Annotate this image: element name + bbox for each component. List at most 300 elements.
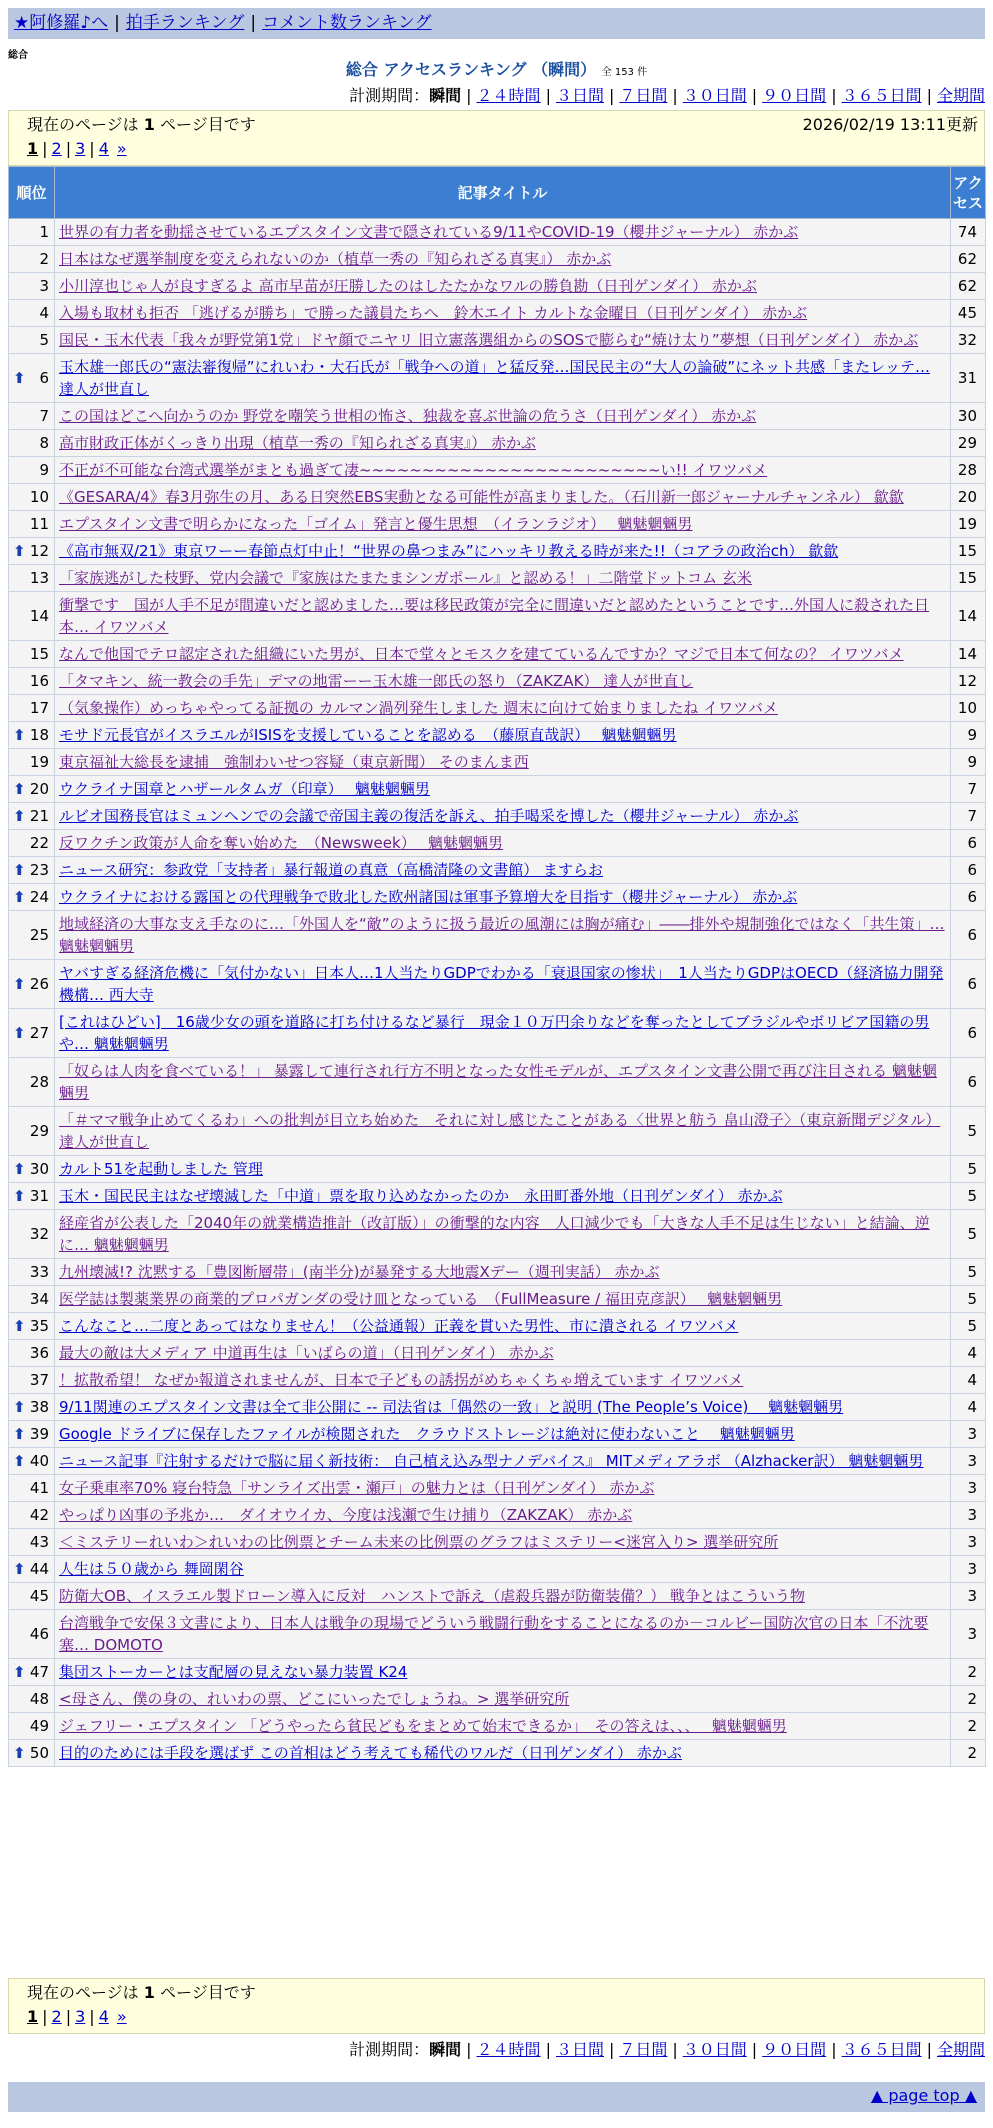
ranking-row [9, 565, 986, 592]
article-title-link[interactable]: こんなこと…二度とあってはなりません！（公益通報）正義を貫いた男性、市に潰される イワツバメ [59, 1317, 739, 1335]
access-count: 5 [951, 1107, 986, 1156]
rank-number: 32 [29, 1225, 49, 1243]
rank-number: 6 [39, 369, 49, 387]
article-title-link[interactable]: 目的のためには手段を選ばず この首相はどう考えても稀代のワルだ（日刊ゲンダイ） 赤かぶ [59, 1744, 682, 1762]
title-cell [55, 830, 951, 857]
article-title-link[interactable]: 《GESARA/4》春3月弥生の月、ある日突然EBS実動となる可能性が高まりました。（石川新一郎ジャーナルチャンネル） 歙歙 [59, 488, 904, 506]
ranking-row [9, 776, 986, 803]
title-cell [55, 1313, 951, 1340]
rank-number: 30 [29, 1160, 49, 1178]
ranking-row [9, 1740, 986, 1767]
article-title-link[interactable]: 医学誌は製薬業界の商業的プロパガンダの受け皿となっている （FullMeasure / 福田克彦訳） 魑魅魍魎男 [59, 1290, 783, 1308]
rank-number: 28 [29, 1073, 49, 1091]
nav-comment-ranking-link[interactable]: コメント数ランキング [262, 13, 432, 33]
article-title-link[interactable]: （気象操作）めっちゃやってる証拠の カルマン渦列発生しました 週末に向けて始まりましたね イワツバメ [59, 699, 778, 717]
period-option-link[interactable]: 全期間 [936, 86, 985, 105]
period-option-link[interactable]: ９０日間 [762, 2040, 827, 2059]
period-separator: | [466, 2040, 472, 2059]
rank-cell [9, 592, 55, 641]
article-title-link[interactable]: モサド元長官がイスラエルがISISを支援していることを認める （藤原直哉訳） 魑魅魍魎男 [59, 726, 677, 744]
article-title-link[interactable]: 入場も取材も拒否 「逃げるが勝ち」で勝った議員たちへ 鈴木エイト カルトな金曜日（日刊ゲンダイ） 赤かぶ [59, 304, 808, 322]
access-count: 74 [951, 219, 986, 246]
period-separator: | [751, 86, 758, 105]
ranking-row [9, 327, 986, 354]
article-title-link[interactable]: 世界の有力者を動揺させているエプスタイン文書で隠されている9/11やCOVID-19（櫻井ジャーナル） 赤かぶ [59, 223, 799, 241]
rank-cell [9, 403, 55, 430]
access-count: 3 [951, 1529, 986, 1556]
ranking-row [9, 1659, 986, 1686]
period-current: 瞬間 [429, 86, 462, 105]
article-title-link[interactable]: 小川淳也じゃ人が良すぎるよ 高市早苗が圧勝したのはしたたかなワルの勝負勘（日刊ゲンダイ） 赤かぶ [59, 277, 757, 295]
article-title-link[interactable]: 日本はなぜ選挙制度を変えられないのか（植草一秀の『知られざる真実』） 赤かぶ [59, 250, 612, 268]
period-current: 瞬間 [429, 2040, 462, 2059]
rank-cell [9, 1556, 55, 1583]
rank-number: 18 [29, 726, 49, 744]
ranking-row [9, 722, 986, 749]
pagination-page-link[interactable]: 3 [75, 2007, 86, 2026]
period-option-link[interactable]: ２４時間 [476, 2040, 541, 2059]
access-count: 14 [951, 641, 986, 668]
access-count: 3 [951, 1502, 986, 1529]
access-count: 4 [951, 1394, 986, 1421]
ranking-row [9, 668, 986, 695]
rank-cell [9, 1529, 55, 1556]
period-option-link[interactable]: ３０日間 [682, 86, 747, 105]
rank-up-arrow-icon: ⬆ [13, 1317, 26, 1335]
access-count: 31 [951, 354, 986, 403]
rank-cell [9, 1183, 55, 1210]
rank-number: 16 [29, 672, 49, 690]
access-count: 2 [951, 1740, 986, 1767]
page-info-prefix: 現在のページは [27, 115, 144, 134]
access-count: 5 [951, 1259, 986, 1286]
article-title-link[interactable]: 衝撃です 国が人手不足が間違いだと認めました…要は移民政策が完全に間違いだと認めたということです…外国人に殺された日本… イワツバメ [59, 596, 930, 636]
rank-number: 34 [29, 1290, 49, 1308]
pagination-separator: | [42, 2007, 48, 2026]
ranking-row [9, 511, 986, 538]
rank-cell [9, 1448, 55, 1475]
rank-cell [9, 457, 55, 484]
rank-cell [9, 1058, 55, 1107]
nav-applause-ranking-link[interactable]: 拍手ランキング [125, 13, 245, 33]
rank-cell [9, 1107, 55, 1156]
rank-cell [9, 1156, 55, 1183]
article-title-link[interactable]: やっぱり凶事の予兆か… ダイオウイカ、今度は浅瀬で生け捕り（ZAKZAK） 赤かぶ [59, 1506, 633, 1524]
page-info-box-top [8, 110, 985, 166]
period-selector-top [349, 86, 985, 106]
title-cell [55, 430, 951, 457]
pagination-separator: | [42, 139, 48, 158]
rank-number: 48 [29, 1690, 49, 1708]
title-cell [55, 803, 951, 830]
rank-number: 17 [29, 699, 49, 717]
period-option-link[interactable]: ７日間 [619, 2040, 668, 2059]
ranking-row [9, 592, 986, 641]
access-count: 62 [951, 273, 986, 300]
title-cell [55, 1421, 951, 1448]
section-label: 総合 [8, 50, 28, 61]
rank-up-arrow-icon: ⬆ [13, 1024, 26, 1042]
rank-cell [9, 1740, 55, 1767]
title-cell [55, 960, 951, 1009]
ranking-row [9, 1107, 986, 1156]
article-title-link[interactable]: Google ドライブに保存したファイルが検閲された クラウドストレージは絶対に使わないこと 魑魅魍魎男 [59, 1425, 795, 1443]
title-cell [55, 1340, 951, 1367]
rank-cell [9, 803, 55, 830]
rank-cell [9, 565, 55, 592]
rank-up-arrow-icon: ⬆ [13, 975, 26, 993]
period-separator: | [831, 2040, 837, 2059]
article-title-link[interactable]: ウクライナにおける露国との代理戦争で敗北した欧州諸国は軍事予算増大を目指す（櫻井ジャーナル） 赤かぶ [59, 888, 798, 906]
rank-number: 24 [29, 888, 49, 906]
rank-cell [9, 1686, 55, 1713]
rank-up-arrow-icon: ⬆ [13, 888, 26, 906]
period-separator: | [672, 86, 678, 105]
rank-number: 50 [29, 1744, 49, 1762]
rank-number: 5 [39, 331, 49, 349]
pagination-page-link[interactable]: 4 [98, 139, 109, 158]
rank-cell [9, 538, 55, 565]
period-option-link[interactable]: ３６５日間 [841, 86, 922, 105]
rank-up-arrow-icon: ⬆ [13, 1160, 26, 1178]
updated-timestamp: 2026/02/19 13:11更新 [802, 115, 978, 134]
period-option-link[interactable]: ７日間 [619, 86, 668, 105]
nav-asyura-home-link[interactable]: ★阿修羅♪へ [14, 13, 109, 33]
title-cell [55, 1448, 951, 1475]
period-option-link[interactable]: ３６５日間 [841, 2040, 922, 2059]
article-title-link[interactable]: 「家族逃がした枝野、党内会議で『家族はたまたまシンガポール』と認める！」二階堂ドットコム 玄米 [59, 569, 752, 587]
rank-number: 19 [29, 753, 49, 771]
rank-number: 20 [29, 780, 49, 798]
title-cell [55, 1659, 951, 1686]
access-count: 2 [951, 1686, 986, 1713]
ranking-row [9, 1340, 986, 1367]
period-label: 計測期間： [349, 86, 430, 105]
access-count: 9 [951, 722, 986, 749]
rank-cell [9, 668, 55, 695]
access-count: 6 [951, 911, 986, 960]
pagination-page-link[interactable]: 2 [51, 2007, 62, 2026]
title-cell [55, 1502, 951, 1529]
page-info-box-bottom [8, 1978, 985, 2034]
title-cell [55, 722, 951, 749]
ranking-row [9, 911, 986, 960]
access-count: 3 [951, 1475, 986, 1502]
article-title-link[interactable]: 女子乗車率70% 寝台特急「サンライズ出雲・瀬戸」の魅力とは（日刊ゲンダイ） 赤かぶ [59, 1479, 655, 1497]
rank-cell [9, 1502, 55, 1529]
article-title-link[interactable]: 国民・玉木代表「我々が野党第1党」ドヤ顔でニヤリ 旧立憲落選組からのSOSで膨らむ“焼け太り”夢想（日刊ゲンダイ） 赤かぶ [59, 331, 919, 349]
title-cell [55, 884, 951, 911]
rank-cell [9, 911, 55, 960]
rank-cell [9, 749, 55, 776]
ranking-title: 総合 アクセスランキング （瞬間） [345, 60, 597, 79]
rank-up-arrow-icon: ⬆ [13, 369, 26, 387]
article-title-link[interactable]: 《高市無双/21》東京ワーー春節点灯中止！“世界の鼻つまみ”にハッキリ教える時が来た!!（コアラの政治ch） 歙歙 [59, 542, 839, 560]
article-title-link[interactable]: ニュース記事『注射するだけで脳に届く新技術： 自己植え込み型ナノデバイス』 MITメディアラボ （Alzhacker訳） 魑魅魍魎男 [59, 1452, 924, 1470]
title-cell [55, 1259, 951, 1286]
rank-cell [9, 1313, 55, 1340]
rank-cell [9, 1259, 55, 1286]
rank-number: 8 [39, 434, 49, 452]
pagination-separator [109, 2007, 117, 2026]
access-count: 30 [951, 403, 986, 430]
pagination-page-link[interactable]: 4 [98, 2007, 109, 2026]
rank-number: 2 [39, 250, 49, 268]
title-cell [55, 511, 951, 538]
article-title-link[interactable]: ニュース研究：参政党「支持者」暴行報道の真意（高橋清隆の文書館） ますらお [59, 861, 604, 879]
pagination-next-link[interactable]: » [116, 139, 127, 158]
rank-cell [9, 219, 55, 246]
rank-number: 33 [29, 1263, 49, 1281]
rank-cell [9, 484, 55, 511]
article-title-link[interactable]: 「奴らは人肉を食べている！」 暴露して連行され行方不明となった女性モデルが、エプスタイン文書公開で再び注目される 魑魅魍魎男 [59, 1062, 937, 1102]
rank-cell [9, 722, 55, 749]
period-option-link[interactable]: 全期間 [936, 2040, 985, 2059]
title-cell [55, 273, 951, 300]
title-cell [55, 1183, 951, 1210]
rank-number: 37 [29, 1371, 49, 1389]
pagination-page-link[interactable]: 2 [51, 139, 62, 158]
ranking-row [9, 641, 986, 668]
header-rank: 順位 [9, 167, 55, 219]
article-title-link[interactable]: ルビオ国務長官はミュンヘンでの会議で帝国主義の復活を訴え、拍手喝采を博した（櫻井ジャーナル） 赤かぶ [59, 807, 799, 825]
access-count: 4 [951, 1340, 986, 1367]
rank-cell [9, 776, 55, 803]
ranking-row [9, 430, 986, 457]
rank-number: 25 [29, 926, 49, 944]
rank-number: 38 [29, 1398, 49, 1416]
rank-up-arrow-icon: ⬆ [13, 807, 26, 825]
header-title: 記事タイトル [55, 167, 951, 219]
pagination-separator: | [89, 139, 95, 158]
period-selector-bottom [349, 2040, 985, 2060]
article-title-link[interactable]: なんで他国でテロ認定された組織にいた男が、日本で堂々とモスクを建てているんですか？マジで日本て何なの？ イワツバメ [59, 645, 904, 663]
ranking-row [9, 830, 986, 857]
article-title-link[interactable]: 東京福祉大総長を逮捕 強制わいせつ容疑（東京新聞） そのまんま西 [59, 753, 529, 771]
access-count: 15 [951, 565, 986, 592]
article-title-link[interactable]: 高市財政正体がくっきり出現（植草一秀の『知られざる真実』） 赤かぶ [59, 434, 536, 452]
ranking-row [9, 960, 986, 1009]
access-count: 2 [951, 1659, 986, 1686]
title-cell [55, 354, 951, 403]
rank-number: 3 [39, 277, 49, 295]
access-count: 6 [951, 1058, 986, 1107]
ranking-row [9, 1313, 986, 1340]
ranking-row [9, 1009, 986, 1058]
title-cell [55, 857, 951, 884]
article-title-link[interactable]: 最大の敵は大メディア 中道再生は「いばらの道」（日刊ゲンダイ） 赤かぶ [59, 1344, 554, 1362]
rank-number: 41 [29, 1479, 49, 1497]
rank-cell [9, 273, 55, 300]
title-cell [55, 1107, 951, 1156]
title-cell [55, 457, 951, 484]
period-separator: | [466, 86, 472, 105]
ranking-row [9, 219, 986, 246]
rank-number: 11 [29, 515, 49, 533]
rank-number: 29 [29, 1122, 49, 1140]
page-info-current: 1 [143, 1983, 155, 2002]
article-title-link[interactable]: この国はどこへ向かうのか 野党を嘲笑う世相の怖さ、独裁を喜ぶ世論の危うさ（日刊ゲンダイ） 赤かぶ [59, 407, 757, 425]
access-count: 3 [951, 1448, 986, 1475]
pagination-separator: | [65, 2007, 72, 2026]
pagination-top [27, 137, 966, 161]
pagination-bottom [27, 2005, 966, 2029]
pagination-page-link[interactable]: 3 [75, 139, 86, 158]
rank-number: 43 [29, 1533, 49, 1551]
ranking-row [9, 1686, 986, 1713]
access-count: 20 [951, 484, 986, 511]
rank-cell [9, 300, 55, 327]
rank-number: 46 [29, 1625, 49, 1643]
period-option-link[interactable]: ３０日間 [682, 2040, 747, 2059]
ranking-row [9, 538, 986, 565]
rank-up-arrow-icon: ⬆ [13, 861, 26, 879]
ranking-row [9, 803, 986, 830]
article-title-link[interactable]: 「タマキン、統一教会の手先」デマの地雷ーー玉木雄一郎氏の怒り（ZAKZAK） 達人が世直し [59, 672, 694, 690]
rank-number: 7 [39, 407, 49, 425]
period-separator: | [751, 2040, 758, 2059]
ranking-row [9, 1286, 986, 1313]
access-count: 7 [951, 803, 986, 830]
title-cell [55, 641, 951, 668]
total-count: 全 153 件 [601, 67, 648, 78]
rank-number: 40 [29, 1452, 49, 1470]
pagination-next-link[interactable]: » [116, 2007, 127, 2026]
title-cell [55, 1740, 951, 1767]
rank-number: 31 [29, 1187, 49, 1205]
ranking-row [9, 403, 986, 430]
ranking-row [9, 1183, 986, 1210]
article-title-link[interactable]: 人生は５０歳から 舞岡閑谷 [59, 1560, 244, 1578]
access-count: 7 [951, 776, 986, 803]
access-count: 3 [951, 1556, 986, 1583]
rank-cell [9, 1421, 55, 1448]
ranking-row [9, 1421, 986, 1448]
rank-number: 42 [29, 1506, 49, 1524]
rank-up-arrow-icon: ⬆ [13, 780, 26, 798]
ranking-row [9, 1713, 986, 1740]
period-separator: | [608, 2040, 615, 2059]
access-count: 14 [951, 592, 986, 641]
article-title-link[interactable]: [これはひどい] 16歳少女の頭を道路に打ち付けるなど暴行 現金１０万円余りなどを奪ったとしてブラジルやボリビア国籍の男や… 魑魅魍魎男 [59, 1013, 930, 1053]
rank-up-arrow-icon: ⬆ [13, 1398, 26, 1416]
access-count: 6 [951, 830, 986, 857]
ranking-row [9, 1502, 986, 1529]
rank-cell [9, 1475, 55, 1502]
rank-cell [9, 1340, 55, 1367]
header-access: アクセス [951, 167, 986, 219]
title-cell [55, 776, 951, 803]
article-title-link[interactable]: カルト51を起動しました 管理 [59, 1160, 263, 1178]
ranking-row [9, 354, 986, 403]
article-title-link[interactable]: 経産省が公表した「2040年の就業構造推計（改訂版）」の衝撃的な内容 人口減少でも「大きな人手不足は生じない」と結論、逆に… 魑魅魍魎男 [59, 1214, 930, 1254]
article-title-link[interactable]: ＜ミステリーれいわ＞れいわの比例票とチーム未来の比例票のグラフはミステリー<迷宮入り> 選挙研究所 [59, 1533, 779, 1551]
title-cell [55, 327, 951, 354]
title-cell [55, 668, 951, 695]
page-top-link[interactable]: ▲ page top ▲ [870, 2086, 977, 2105]
access-count: 6 [951, 960, 986, 1009]
ranking-row [9, 1394, 986, 1421]
access-count: 5 [951, 1183, 986, 1210]
rank-cell [9, 1659, 55, 1686]
article-title-link[interactable]: 玉木雄一郎氏の“憲法審復帰”にれいわ・大石氏が「戦争への道」と猛反発…国民民主の“大人の論破”にネット共感「またレッテ… 達人が世直し [59, 358, 930, 398]
period-separator: | [545, 2040, 551, 2059]
pagination-current-page: 1 [27, 2007, 39, 2026]
rank-number: 14 [29, 607, 49, 625]
period-option-link[interactable]: ９０日間 [762, 86, 827, 105]
top-navigation: ★阿修羅♪へ | 拍手ランキング | コメント数ランキング [8, 8, 985, 39]
rank-cell [9, 1286, 55, 1313]
rank-up-arrow-icon: ⬆ [13, 542, 26, 560]
title-cell [55, 565, 951, 592]
rank-cell [9, 1713, 55, 1740]
ranking-row [9, 1610, 986, 1659]
title-cell [55, 911, 951, 960]
title-cell [55, 1556, 951, 1583]
article-title-link[interactable]: 防衛大OB、イスラエル製ドローン導入に反対 ハンストで訴え（虐殺兵器が防衛装備？） 戦争とはこういう物 [59, 1587, 805, 1605]
article-title-link[interactable]: 9/11関連のエプスタイン文書は全て非公開に -- 司法省は「偶然の一致」と説明 (The People’s Voice) 魑魅魍魎男 [59, 1398, 844, 1416]
article-title-link[interactable]: ウクライナ国章とハザールタムガ（印章） 魑魅魍魎男 [59, 780, 430, 798]
article-title-link[interactable]: <母さん、僕の身の、れいわの票、どこにいったでしょうね。> 選挙研究所 [59, 1690, 570, 1708]
article-title-link[interactable]: 九州壊滅!? 沈黙する「豊図断層帯」(南半分)が暴発する大地震Xデー（週刊実話） 赤かぶ [59, 1263, 660, 1281]
pagination-separator: | [65, 139, 72, 158]
access-count: 4 [951, 1367, 986, 1394]
article-title-link[interactable]: 反ワクチン政策が人命を奪い始めた （Newsweek） 魑魅魍魎男 [59, 834, 503, 852]
article-title-link[interactable]: 「＃ママ戦争止めてくるわ」への批判が目立ち始めた それに対し感じたことがある〈世界と舫う 畠山澄子〉（東京新聞デジタル） 達人が世直し [59, 1111, 941, 1151]
article-title-link[interactable]: 集団ストーカーとは支配層の見えない暴力装置 K24 [59, 1663, 408, 1681]
article-title-link[interactable]: 台湾戦争で安保３文書により、日本人は戦争の現場でどういう戦闘行動をすることになるのか－コルビー国防次官の日本「不沈要塞… DOMOTO [59, 1614, 929, 1654]
article-title-link[interactable]: ジェフリー・エプスタイン 「どうやったら貧民どもをまとめて始末できるか」 その答えは、、、 魑魅魍魎男 [59, 1717, 787, 1735]
title-cell [55, 403, 951, 430]
article-title-link[interactable]: エプスタイン文書で明らかになった「ゴイム」発言と優生思想 （イランラジオ） 魑魅魍魎男 [59, 515, 693, 533]
period-option-link[interactable]: ２４時間 [476, 86, 541, 105]
article-title-link[interactable]: ヤバすぎる経済危機に「気付かない」日本人…1人当たりGDPでわかる「衰退国家の惨状」 1人当たりGDPはOECD（経済協力開発機構… 西大寺 [59, 964, 944, 1004]
ranking-table [8, 166, 986, 1767]
ranking-row [9, 1058, 986, 1107]
title-cell [55, 246, 951, 273]
period-separator: | [831, 86, 837, 105]
rank-number: 10 [29, 488, 49, 506]
rank-number: 39 [29, 1425, 49, 1443]
title-cell [55, 1713, 951, 1740]
rank-cell [9, 641, 55, 668]
article-title-link[interactable]: 不正が不可能な台湾式選挙がまとも過ぎて凄~~~~~~~~~~~~~~~~~~~~~~~~い!! イワツバメ [59, 461, 768, 479]
rank-cell [9, 695, 55, 722]
access-count: 5 [951, 1210, 986, 1259]
rank-number: 36 [29, 1344, 49, 1362]
title-cell [55, 1686, 951, 1713]
period-option-link[interactable]: ３日間 [555, 86, 604, 105]
rank-up-arrow-icon: ⬆ [13, 1452, 26, 1470]
article-title-link[interactable]: 玉木・国民民主はなぜ壊滅した「中道」票を取り込めなかったのか 永田町番外地（日刊ゲンダイ） 赤かぶ [59, 1187, 783, 1205]
ranking-row [9, 857, 986, 884]
rank-cell [9, 830, 55, 857]
article-title-link[interactable]: 地域経済の大事な支え手なのに…「外国人を“敵”のように扱う最近の風潮には胸が痛む」――排外や規制強化ではなく「共生策」… 魑魅魍魎男 [59, 915, 945, 955]
article-title-link[interactable]: ！拡散希望！ なぜか報道されませんが、日本で子どもの誘拐がめちゃくちゃ増えています イワツバメ [59, 1371, 744, 1389]
ranking-row [9, 695, 986, 722]
period-separator: | [926, 86, 932, 105]
rank-cell [9, 1610, 55, 1659]
rank-number: 45 [29, 1587, 49, 1605]
period-separator: | [672, 2040, 678, 2059]
page-info-suffix: ページ目です [154, 115, 256, 134]
title-cell [55, 1210, 951, 1259]
access-count: 15 [951, 538, 986, 565]
rank-cell [9, 857, 55, 884]
access-count: 3 [951, 1421, 986, 1448]
period-option-link[interactable]: ３日間 [555, 2040, 604, 2059]
access-count: 5 [951, 1156, 986, 1183]
